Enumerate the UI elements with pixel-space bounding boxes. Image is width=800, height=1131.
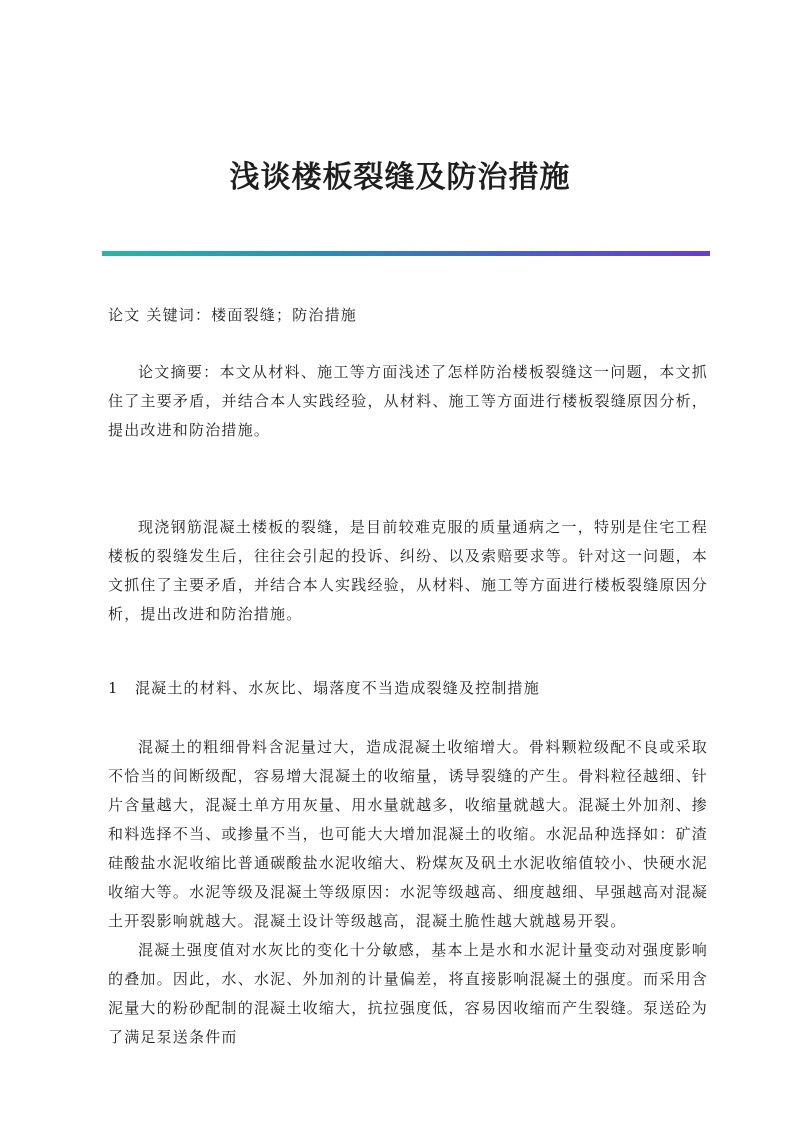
title-divider [102, 251, 710, 256]
page-title: 浅谈楼板裂缝及防治措施 [229, 160, 571, 195]
section-paragraph: 混凝土的粗细骨料含泥量过大，造成混凝土收缩增大。骨料颗粒级配不良或采取不恰当的间断级配，容易增大混凝土的收缩量，诱导裂缝的产生。骨料粒径越细、针片含量越大，混凝土单方用灰量、用水量就越多，收缩量就越大。混凝土外加剂、掺和料选择不当、或掺量不当，也可能大大增加混凝土的收缩。水泥品种选择如：矿渣硅酸盐水泥收缩比普通碳酸盐水泥收缩大、粉煤灰及矾土水泥收缩值较小、快硬水泥收缩大等。水泥等级及混凝土等级原因：水泥等级越高、细度越细、早强越高对混凝土开裂影响就越大。混凝土设计等级越高，混凝土脆性越大就越易开裂。 [108, 738, 708, 930]
section-heading: 1 混凝土的材料、水灰比、塌落度不当造成裂缝及控制措施 [108, 679, 540, 697]
section-body [108, 733, 708, 1052]
section-paragraph: 混凝土强度值对水灰比的变化十分敏感，基本上是水和水泥计量变动对强度影响的叠加。因此，水、水泥、外加剂的计量偏差，将直接影响混凝土的强度。而采用含泥量大的粉砂配制的混凝土收缩大，抗拉强度低，容易因收缩而产生裂缝。泵送砼为了满足泵送条件而 [108, 941, 708, 1046]
abstract-paragraph: 论文摘要：本文从材料、施工等方面浅述了怎样防治楼板裂缝这一问题，本文抓住了主要矛盾，并结合本人实践经验，从材料、施工等方面进行楼板裂缝原因分析，提出改进和防治措施。 [108, 363, 708, 439]
intro-paragraph: 现浇钢筋混凝土楼板的裂缝，是目前较难克服的质量通病之一，特别是住宅工程楼板的裂缝发生后，往往会引起的投诉、纠纷、以及索赔要求等。针对这一问题，本文抓住了主要矛盾，并结合本人实践经验，从材料、施工等方面进行楼板裂缝原因分析，提出改进和防治措施。 [108, 518, 708, 623]
keywords-line: 论文 关键词：楼面裂缝；防治措施 [108, 306, 357, 324]
